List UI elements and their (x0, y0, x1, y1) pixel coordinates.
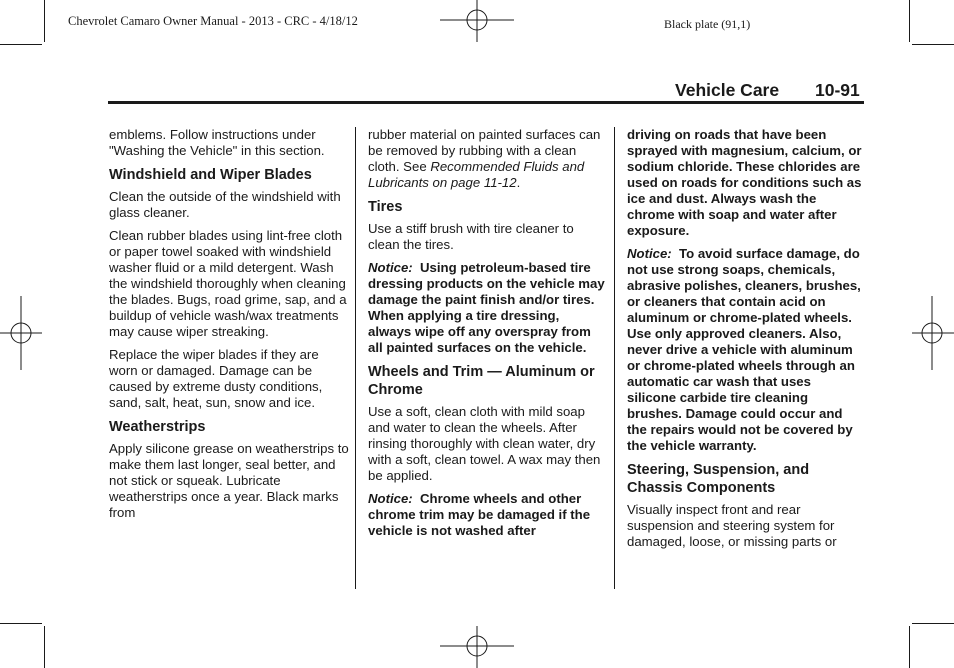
notice-label: Notice: (368, 491, 413, 506)
column-divider (614, 127, 615, 589)
notice-label: Notice: (368, 260, 413, 275)
paragraph: emblems. Follow instructions under "Washing the Vehicle" in this section. (109, 127, 325, 158)
column-3 (627, 127, 863, 557)
crop-mark (0, 44, 42, 45)
registration-mark-icon (912, 296, 954, 370)
heading-wheels: Wheels and Trim — Aluminum or Chrome (368, 364, 595, 398)
header-rule (108, 101, 864, 104)
text: . (516, 175, 521, 190)
paragraph: Use a stiff brush with tire cleaner to clean the tires. (368, 221, 574, 252)
heading-steering: Steering, Suspension, and Chassis Components (627, 462, 810, 496)
paragraph (368, 127, 606, 191)
page-number: 10-91 (815, 80, 860, 100)
heading-weatherstrips: Weatherstrips (109, 419, 206, 435)
header-plate-info: Black plate (91,1) (664, 17, 751, 31)
text: rubber material on painted surfaces can be removed by rubbing with a clean cloth. See (368, 127, 601, 174)
column-2 (368, 127, 606, 546)
registration-mark-icon (440, 0, 514, 44)
heading-windshield: Windshield and Wiper Blades (109, 167, 312, 183)
notice-text: Using petroleum-based tire dressing products on the vehicle may damage the paint finish and/or tires. When applying a tire dressing, always wipe off any overspray from all painted surfaces on the vehicle. (368, 260, 605, 355)
crop-mark (909, 0, 910, 42)
notice-paragraph (627, 246, 863, 454)
paragraph: Clean rubber blades using lint-free cloth or paper towel soaked with windshield washer fluid or a mild detergent. Wash the windshield thoroughly when cleaning the blades. Bugs, road grime, sap, and a buildup of vehicle wash/wax treatments may cause wiper streaking. (109, 228, 347, 339)
paragraph: Replace the wiper blades if they are worn or damaged. Damage can be caused by extreme dusty conditions, sand, salt, heat, sun, snow and ice. (109, 347, 323, 410)
crop-mark (44, 626, 45, 668)
paragraph: Use a soft, clean cloth with mild soap and water to clean the wheels. After rinsing thoroughly with clean water, dry with a soft, clean towel. A wax may then be applied. (368, 404, 601, 483)
crop-mark (909, 626, 910, 668)
registration-mark-icon (440, 626, 514, 668)
notice-paragraph (368, 260, 606, 356)
notice-label: Notice: (627, 246, 672, 261)
column-divider (355, 127, 356, 589)
notice-text: To avoid surface damage, do not use strong soaps, chemicals, abrasive polishes, cleaners, brushes, or cleaners that contain acid on aluminum or chrome-plated wheels. Use only approved cleaners. Also, never drive a vehicle with aluminum or chrome-plated wheels through an automatic car wash that uses silicone carbide tire cleaning brushes. Damage could occur and the repairs would not be covered by the vehicle warranty. (627, 246, 861, 453)
paragraph: Visually inspect front and rear suspension and steering system for damaged, loose, or missing parts or (627, 502, 837, 549)
crop-mark (912, 44, 954, 45)
crop-mark (44, 0, 45, 42)
heading-tires: Tires (368, 199, 403, 215)
header-doc-info: Chevrolet Camaro Owner Manual - 2013 - CRC - 4/18/12 (68, 14, 358, 28)
registration-mark-icon (0, 296, 42, 370)
notice-continuation: driving on roads that have been sprayed with magnesium, calcium, or sodium chloride. These chlorides are used on roads for conditions such as ice and dust. Always wash the chrome with soap and water after exposure. (627, 127, 862, 238)
section-title: Vehicle Care (675, 80, 780, 100)
paragraph: Clean the outside of the windshield with glass cleaner. (109, 189, 341, 220)
notice-paragraph (368, 491, 606, 539)
column-1 (109, 127, 349, 528)
notice-text: Chrome wheels and other chrome trim may be damaged if the vehicle is not washed after (368, 491, 591, 538)
crop-mark (912, 623, 954, 624)
cross-reference-link[interactable]: Recommended Fluids and Lubricants on page 11-12 (368, 159, 585, 190)
crop-mark (0, 623, 42, 624)
paragraph: Apply silicone grease on weatherstrips to make them last longer, seal better, and not stick or squeak. Lubricate weatherstrips once a year. Black marks from (109, 441, 349, 520)
